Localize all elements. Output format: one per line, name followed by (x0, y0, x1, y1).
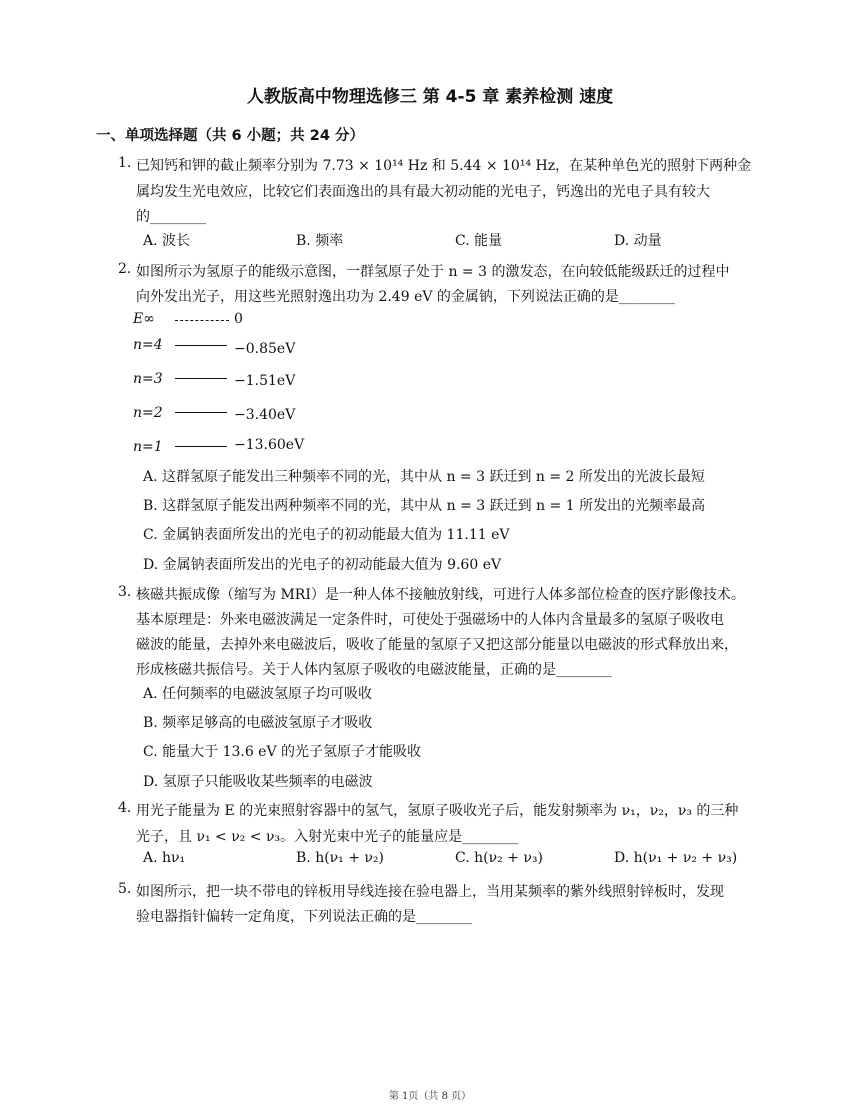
question-3-option-b: B. 频率足够高的电磁波氢原子才吸收 (143, 715, 373, 731)
energy-level-line (175, 345, 227, 346)
question-1-option-c: C. 能量 (455, 233, 503, 249)
question-4-number: 4. (118, 800, 132, 816)
question-5-line: 验电器指针偏转一定角度，下列说法正确的是________ (136, 909, 472, 925)
question-2-line: 如图所示为氢原子的能级示意图，一群氢原子处于 n = 3 的激发态，在向较低能级跃迁的过程中 (136, 264, 730, 280)
energy-level-line (175, 412, 227, 413)
energy-level-line-dashed (175, 320, 229, 321)
question-5-number: 5. (118, 881, 132, 897)
section-heading: 一、单项选择题（共 6 小题；共 24 分） (96, 128, 364, 144)
energy-level-line (175, 446, 227, 447)
question-3-option-d: D. 氢原子只能吸收某些频率的电磁波 (143, 774, 373, 790)
question-2-number: 2. (118, 261, 132, 277)
question-4-option-c: C. h(ν₂ + ν₃) (455, 850, 543, 866)
question-3-line: 基本原理是：外来电磁波满足一定条件时，可使处于强磁场中的人体内含量最多的氢原子吸收电 (136, 612, 724, 628)
energy-level-value: 0 (234, 311, 243, 327)
question-1-option-d: D. 动量 (614, 233, 662, 249)
energy-level-value: −0.85eV (234, 341, 296, 357)
question-4-line: 用光子能量为 E 的光束照射容器中的氢气，氢原子吸收光子后，能发射频率为 ν₁，ν₂，ν₃ 的三种 (136, 803, 739, 819)
question-2-option-c: C. 金属钠表面所发出的光电子的初动能最大值为 11.11 eV (143, 527, 510, 543)
question-3-line: 磁波的能量，去掉外来电磁波后，吸收了能量的氢原子又把这部分能量以电磁波的形式释放出来， (136, 637, 738, 653)
question-3-line: 形成核磁共振信号。关于人体内氢原子吸收的电磁波能量，正确的是________ (136, 662, 612, 678)
page-title: 人教版高中物理选修三 第 4-5 章 素养检测 速度 (246, 87, 614, 107)
question-4-option-d: D. h(ν₁ + ν₂ + ν₃) (614, 850, 738, 866)
question-4-option-a: A. hν₁ (143, 850, 186, 866)
question-2-line: 向外发出光子，用这些光照射逸出功为 2.49 eV 的金属钠，下列说法正确的是________ (136, 289, 675, 305)
question-1-line: 已知钙和钾的截止频率分别为 7.73 × 10¹⁴ Hz 和 5.44 × 10¹⁴ Hz，在某种单色光的照射下两种金 (136, 158, 752, 174)
question-1-line: 的________ (136, 209, 206, 225)
energy-level-label: n=1 (133, 439, 163, 455)
question-2-option-a: A. 这群氢原子能发出三种频率不同的光，其中从 n = 3 跃迁到 n = 2 所发出的光波长最短 (143, 469, 705, 485)
page-footer: 第 1页（共 8 页） (388, 1091, 472, 1102)
energy-level-line (175, 378, 227, 379)
energy-level-value: −13.60eV (234, 437, 305, 453)
energy-level-label: n=3 (133, 371, 163, 387)
energy-level-label: n=4 (133, 337, 163, 353)
question-5-line: 如图所示，把一块不带电的锌板用导线连接在验电器上，当用某频率的紫外线照射锌板时，发现 (136, 884, 724, 900)
question-1-number: 1. (118, 155, 132, 171)
question-3-number: 3. (118, 584, 132, 600)
question-4-line: 光子，且 ν₁ < ν₂ < ν₃。入射光束中光子的能量应是________ (136, 829, 519, 845)
question-2-option-d: D. 金属钠表面所发出的光电子的初动能最大值为 9.60 eV (143, 557, 502, 573)
question-1-option-b: B. 频率 (296, 233, 344, 249)
energy-level-value: −3.40eV (234, 407, 296, 423)
energy-level-value: −1.51eV (234, 373, 296, 389)
question-1-line: 属均发生光电效应，比较它们表面逸出的具有最大初动能的光电子，钙逸出的光电子具有较大 (136, 184, 710, 200)
question-3-option-a: A. 任何频率的电磁波氢原子均可吸收 (143, 686, 373, 702)
question-1-option-a: A. 波长 (143, 233, 191, 249)
energy-level-label: n=2 (133, 405, 163, 421)
question-4-option-b: B. h(ν₁ + ν₂) (296, 850, 385, 866)
energy-level-label: E∞ (133, 311, 155, 327)
question-3-line: 核磁共振成像（缩写为 MRI）是一种人体不接触放射线，可进行人体多部位检查的医疗影像技术。 (136, 587, 745, 603)
question-3-option-c: C. 能量大于 13.6 eV 的光子氢原子才能吸收 (143, 744, 422, 760)
question-2-option-b: B. 这群氢原子能发出两种频率不同的光，其中从 n = 3 跃迁到 n = 1 所发出的光频率最高 (143, 498, 706, 514)
